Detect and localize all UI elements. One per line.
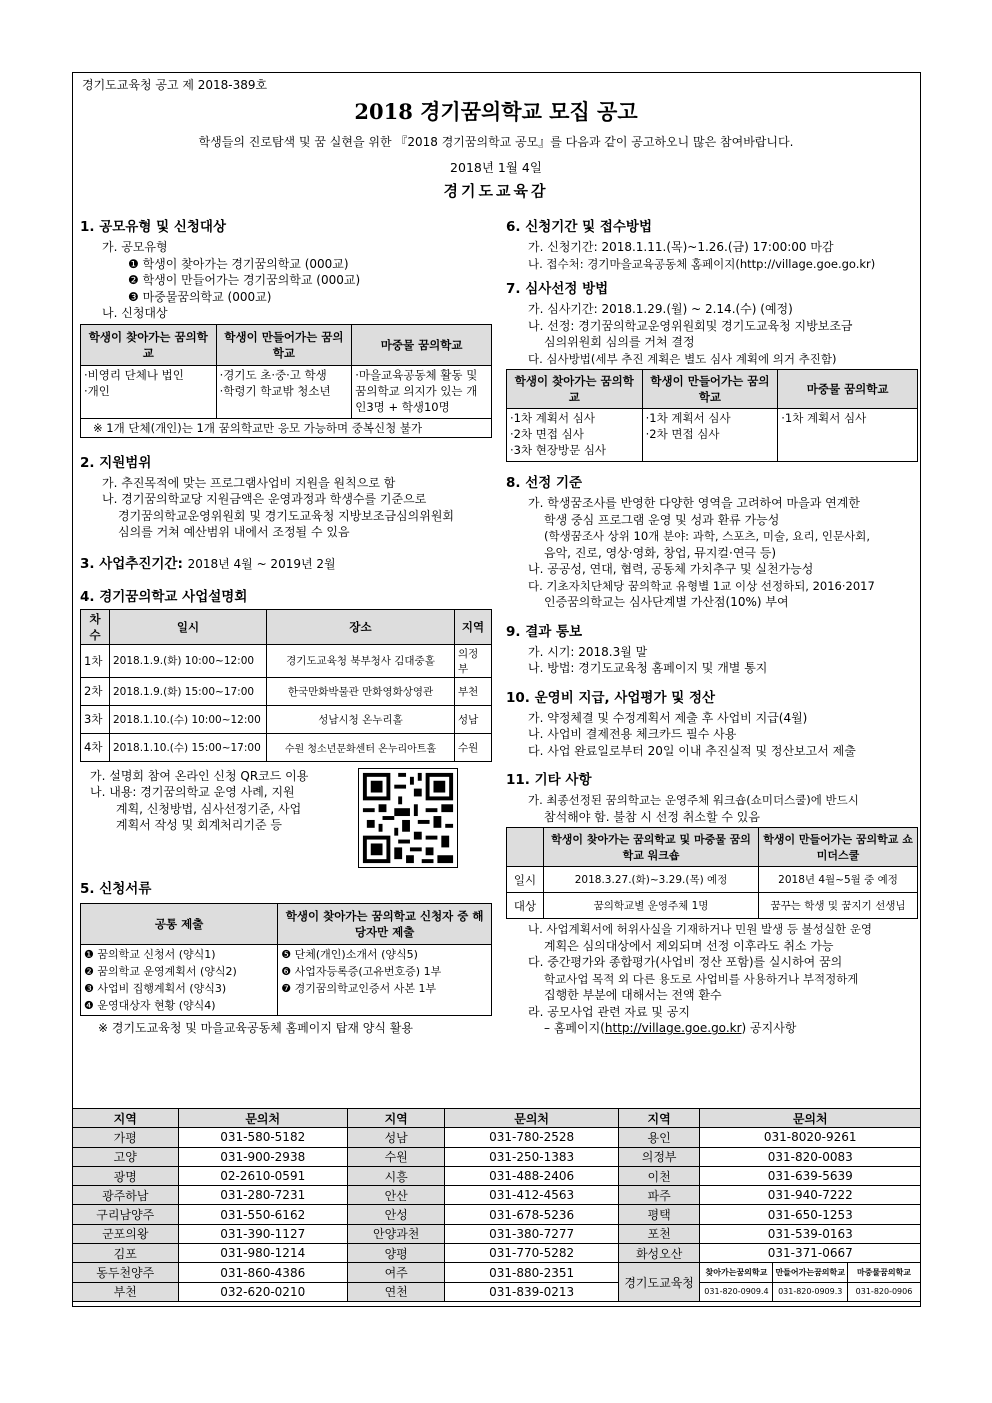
s9-line-1: 가. 시기: 2018.3월 말: [528, 644, 648, 659]
workshop-table: [506, 827, 918, 919]
contact-phone: 031-940-7222: [700, 1186, 921, 1205]
section-5-heading: 5. 신청서류: [80, 880, 152, 897]
qr-area: [80, 768, 492, 880]
s4-b-1: 나. 내용: 경기꿈의학교 운영 사례, 지원: [90, 785, 295, 799]
section-3-heading: 3. 사업추진기간:: [80, 555, 183, 572]
s1-b: 나. 신청대상: [102, 306, 168, 320]
table-row: [81, 644, 492, 677]
office-phone: 031-820-0909.4: [700, 1282, 773, 1301]
contact-phone: 031-839-0213: [445, 1282, 618, 1301]
briefing-time: 2018.1.9.(화) 10:00~12:00: [110, 644, 267, 677]
notice-date: 2018년 1월 4일: [450, 160, 542, 175]
briefing-time: 2018.1.10.(수) 10:00~12:00: [110, 705, 267, 733]
homepage-link[interactable]: http://village.goe.go.kr: [604, 1021, 742, 1035]
contact-office: 경기도교육청: [618, 1263, 700, 1302]
contact-region: 용인: [618, 1128, 700, 1147]
contact-phone: 031-780-2528: [445, 1128, 618, 1147]
review-table: [506, 369, 918, 462]
contact-phone: 031-639-5639: [700, 1166, 921, 1185]
s10-line-1: 가. 약정체결 및 수정계획서 제출 후 사업비 지급(4월): [528, 710, 808, 725]
review-td-1: ·1차 계획서 심사 ·2차 면접 심사 ·3차 현장방문 심사: [507, 409, 643, 462]
office-phone: 031-820-0909.3: [773, 1282, 848, 1301]
contact-phone: 02-2610-0591: [178, 1166, 347, 1185]
contact-phone: 031-580-5182: [178, 1128, 347, 1147]
target-table: [80, 324, 492, 438]
table-row: [73, 1186, 921, 1205]
docs-common: [81, 944, 278, 1015]
workshop-th-1: 학생이 찾아가는 꿈의학교 및 마중물 꿈의학교 워크숍: [544, 828, 759, 867]
contact-phone: 031-390-1127: [178, 1224, 347, 1243]
briefing-th-round: 차수: [81, 609, 110, 644]
s11-b-2: 계획은 심의대상에서 제외되며 선정 이후라도 취소 가능: [544, 938, 834, 953]
contact-phone: 031-980-1214: [178, 1244, 347, 1263]
briefing-region: 부천: [455, 677, 492, 705]
review-th-3: 마중물 꿈의학교: [778, 370, 918, 409]
briefing-th-place: 장소: [267, 609, 455, 644]
contact-region: 안산: [347, 1186, 445, 1205]
contact-phone: 031-539-0163: [700, 1224, 921, 1243]
contact-region: 평택: [618, 1205, 700, 1224]
s11-b-1: 나. 사업계획서에 허위사실을 기재하거나 민원 발생 등 불성실한 운영: [528, 922, 872, 936]
s8-line-2: 학생 중심 프로그램 운영 및 성과 환류 가능성: [544, 512, 780, 527]
table-row: [73, 1282, 921, 1301]
s11-a-2: 참석해야 함. 불참 시 선정 취소할 수 있음: [544, 809, 760, 824]
s8-line-4: 음악, 진로, 영상·영화, 창업, 뮤지컬·연극 등): [544, 545, 777, 560]
briefing-round: 1차: [81, 644, 110, 677]
target-th-1: 학생이 찾아가는 꿈의학교: [81, 324, 217, 365]
office-type: 찾아가는꿈의학교: [700, 1263, 773, 1282]
workshop-label: 일시: [507, 867, 544, 893]
notice-number: 경기도교육청 공고 제 2018-389호: [82, 78, 268, 92]
contact-phone: 031-678-5236: [445, 1205, 618, 1224]
workshop-cell: 꿈꾸는 학생 및 꿈지기 선생님: [759, 893, 918, 919]
s4-b-2: 계획, 신청방법, 심사선정기준, 사업: [116, 801, 302, 816]
s7-line-3: 심의위원회 심의를 거쳐 결정: [544, 335, 695, 349]
contact-region: 가평: [73, 1128, 179, 1147]
contact-th-region: 지역: [73, 1109, 179, 1128]
right-column: [506, 218, 918, 1037]
s10-line-3: 다. 사업 완료일로부터 20일 이내 추진실적 및 정산보고서 제출: [528, 743, 856, 758]
doc-item: ❷ 꿈의학교 운영계획서 (양식2): [84, 964, 237, 978]
workshop-cell: 2018.3.27.(화)~3.29.(목) 예정: [544, 867, 759, 893]
contact-phone: 031-8020-9261: [700, 1128, 921, 1147]
workshop-th-2: 학생이 만들어가는 꿈의학교 쇼미더스쿨: [759, 828, 918, 867]
docs-th-extra: 학생이 찾아가는 꿈의학교 신청자 중 해당자만 제출: [278, 903, 492, 944]
briefing-place: 성남시청 온누리홀: [267, 705, 455, 733]
contact-phone: 031-488-2406: [445, 1166, 618, 1185]
contact-region: 안양과천: [347, 1224, 445, 1243]
contact-table: [72, 1108, 921, 1302]
contact-phone: 031-900-2938: [178, 1147, 347, 1166]
contact-region: 광명: [73, 1166, 179, 1185]
homepage-prefix: – 홈페이지(: [544, 1021, 605, 1035]
table-row: [507, 893, 918, 919]
contact-phone: 031-770-5282: [445, 1244, 618, 1263]
doc-item: ❻ 사업자등록증(고유번호증) 1부: [281, 964, 442, 978]
contact-th-phone: 문의처: [445, 1109, 618, 1128]
contact-phone: 031-371-0667: [700, 1244, 921, 1263]
s4-b-3: 계획서 작성 및 회계처리기준 등: [116, 818, 282, 832]
contact-phone: 031-820-0083: [700, 1147, 921, 1166]
contact-th-phone: 문의처: [178, 1109, 347, 1128]
section-11-heading: 11. 기타 사항: [506, 772, 592, 788]
contact-phone: 031-250-1383: [445, 1147, 618, 1166]
target-td-3: ·마을교육공동체 활동 및 꿈의학교 의지가 있는 개인3명 + 학생10명: [352, 365, 492, 418]
contact-region: 양평: [347, 1244, 445, 1263]
contact-phone: 031-280-7231: [178, 1186, 347, 1205]
s1-type-3: ❸ 마중물꿈의학교 (000교): [128, 289, 272, 304]
s8-line-5: 나. 공공성, 연대, 협력, 공동체 가치추구 및 실천가능성: [528, 562, 814, 576]
briefing-round: 3차: [81, 705, 110, 733]
briefing-time: 2018.1.10.(수) 15:00~17:00: [110, 733, 267, 761]
section-7-heading: 7. 심사선정 방법: [506, 281, 609, 297]
workshop-cell: 꿈의학교별 운영주체 1명: [544, 893, 759, 919]
table-row: [507, 867, 918, 893]
contact-region: 김포: [73, 1244, 179, 1263]
briefing-place: 경기도교육청 북부청사 김대중홀: [267, 644, 455, 677]
briefing-th-time: 일시: [110, 609, 267, 644]
table-row: [81, 733, 492, 761]
section-8-heading: 8. 선정 기준: [506, 475, 583, 491]
contact-region: 광주하남: [73, 1186, 179, 1205]
s6-line-1: 가. 신청기간: 2018.1.11.(목)~1.26.(금) 17:00:00 마감: [528, 240, 834, 254]
page-title: 2018 경기꿈의학교 모집 공고: [354, 99, 638, 124]
doc-item: ❹ 운영대상자 현황 (양식4): [84, 998, 216, 1012]
contact-phone: 031-412-4563: [445, 1186, 618, 1205]
section-2-heading: 2. 지원범위: [80, 454, 152, 471]
table-row: [73, 1263, 921, 1282]
table-row: [81, 677, 492, 705]
office-type: 마중물꿈의학교: [848, 1263, 921, 1282]
section-1-heading: 1. 공모유형 및 신청대상: [80, 219, 226, 235]
doc-item: ❸ 사업비 집행계획서 (양식3): [84, 981, 227, 995]
doc-item: ❺ 단체(개인)소개서 (양식5): [281, 947, 418, 961]
contact-region: 연천: [347, 1282, 445, 1301]
contact-th-region: 지역: [347, 1109, 445, 1128]
table-row: [73, 1244, 921, 1263]
contact-region: 포천: [618, 1224, 700, 1243]
section-4-heading: 4. 경기꿈의학교 사업설명회: [80, 588, 248, 605]
s11-b-3: 다. 중간평가와 종합평가(사업비 정산 포함)를 실시하여 꿈의: [528, 955, 843, 969]
s11-b-5: 집행한 부분에 대해서는 전액 환수: [544, 988, 722, 1002]
contact-phone: 031-380-7277: [445, 1224, 618, 1243]
contact-region: 동두천양주: [73, 1263, 179, 1282]
homepage-suffix: ) 공지사항: [741, 1021, 797, 1035]
section-9-heading: 9. 결과 통보: [506, 623, 583, 640]
s1-a: 가. 공모유형: [102, 240, 168, 254]
office-type: 만들어가는꿈의학교: [773, 1263, 848, 1282]
table-row: [73, 1147, 921, 1166]
s8-line-3: (학생꿈조사 상위 10개 분야: 과학, 스포츠, 미술, 요리, 인문사회,: [544, 529, 871, 543]
contact-phone: 032-620-0210: [178, 1282, 347, 1301]
left-column: [80, 218, 492, 1036]
doc-item: ❼ 경기꿈의학교인증서 사본 1부: [281, 981, 437, 995]
briefing-time: 2018.1.9.(화) 15:00~17:00: [110, 677, 267, 705]
documents-table: [80, 903, 492, 1016]
contact-region: 시흥: [347, 1166, 445, 1185]
table-row: [73, 1224, 921, 1243]
contact-region: 안성: [347, 1205, 445, 1224]
contact-th-phone: 문의처: [700, 1109, 921, 1128]
contact-phone: 031-650-1253: [700, 1205, 921, 1224]
contact-region: 파주: [618, 1186, 700, 1205]
qr-code-icon[interactable]: [358, 768, 458, 868]
s8-line-7: 인증꿈의학교는 심사단계별 가산점(10%) 부여: [544, 595, 789, 609]
contact-region: 부천: [73, 1282, 179, 1301]
s8-line-1: 가. 학생꿈조사를 반영한 다양한 영역을 고려하여 마을과 연계한: [528, 496, 860, 510]
s3-value: 2018년 4월 ~ 2019년 2월: [187, 556, 336, 571]
target-td-1: ·비영리 단체나 법인 ·개인: [81, 365, 217, 418]
s6-line-2: 나. 접수처: 경기마을교육공동체 홈페이지(http://village.goe.go.kr): [528, 256, 876, 271]
office-phone: 031-820-0906: [848, 1282, 921, 1301]
target-th-3: 마중물 꿈의학교: [352, 324, 492, 365]
contact-region: 이천: [618, 1166, 700, 1185]
section-3: [80, 555, 492, 574]
s7-line-4: 다. 심사방법(세부 추진 계획은 별도 심사 계획에 의거 추진함): [528, 351, 837, 366]
review-td-3: ·1차 계획서 심사: [778, 409, 918, 462]
s7-line-1: 가. 심사기간: 2018.1.29.(월) ~ 2.14.(수) (예정): [528, 302, 793, 316]
intro-text: 학생들의 진로탐색 및 꿈 실현을 위한 『2018 경기꿈의학교 공모』를 다음과 같이 공고하오니 많은 참여바랍니다.: [198, 135, 794, 149]
workshop-cell: 2018년 4월~5월 중 예정: [759, 867, 918, 893]
review-td-2: ·1차 계획서 심사 ·2차 면접 심사: [642, 409, 778, 462]
contact-region: 화성오산: [618, 1244, 700, 1263]
s7-line-2: 나. 선정: 경기꿈의학교운영위원회및 경기도교육청 지방보조금: [528, 318, 853, 333]
section-10-heading: 10. 운영비 지급, 사업평가 및 정산: [506, 689, 716, 706]
target-th-2: 학생이 만들어가는 꿈의학교: [216, 324, 352, 365]
s1-type-1: ❶ 학생이 찾아가는 경기꿈의학교 (000교): [128, 256, 349, 271]
table-row: [73, 1166, 921, 1185]
s2-line-3: 경기꿈의학교운영위원회 및 경기도교육청 지방보조금심의위원회: [118, 508, 455, 523]
contact-region: 고양: [73, 1147, 179, 1166]
briefing-region: 의정부: [455, 644, 492, 677]
docs-th-common: 공통 제출: [81, 903, 278, 944]
s9-line-2: 나. 방법: 경기도교육청 홈페이지 및 개별 통지: [528, 661, 768, 675]
briefing-region: 수원: [455, 733, 492, 761]
target-td-2: ·경기도 초·중·고 학생 ·학령기 학교밖 청소년: [216, 365, 352, 418]
contact-phone: 031-880-2351: [445, 1263, 618, 1282]
s11-homepage: [506, 1020, 918, 1037]
contact-region: 성남: [347, 1128, 445, 1147]
s8-line-6: 다. 기초자치단체당 꿈의학교 유형별 1교 이상 선정하되, 2016·2017: [528, 578, 875, 593]
s11-a-1: 가. 최종선정된 꿈의학교는 운영주체 워크숍(쇼미더스쿨)에 반드시: [528, 793, 859, 807]
contact-region: 여주: [347, 1263, 445, 1282]
briefing-round: 4차: [81, 733, 110, 761]
review-th-2: 학생이 만들어가는 꿈의학교: [642, 370, 778, 409]
s10-line-2: 나. 사업비 결제전용 체크카드 필수 사용: [528, 727, 737, 741]
contact-region: 구리남양주: [73, 1205, 179, 1224]
s11-b-4: 학교사업 목적 외 다른 용도로 사업비를 사용하거나 부적정하게: [544, 971, 859, 986]
contact-region: 군포의왕: [73, 1224, 179, 1243]
issuer: 경기도교육감: [443, 182, 549, 200]
s1-type-2: ❷ 학생이 만들어가는 경기꿈의학교 (000교): [128, 273, 361, 287]
briefing-region: 성남: [455, 705, 492, 733]
briefing-place: 수원 청소년문화센터 온누리아트홀: [267, 733, 455, 761]
s2-line-1: 가. 추진목적에 맞는 프로그램사업비 지원을 원칙으로 함: [102, 475, 396, 490]
s2-line-4: 심의를 거쳐 예산범위 내에서 조정될 수 있음: [118, 525, 350, 539]
table-row: [73, 1128, 921, 1147]
review-th-1: 학생이 찾아가는 꿈의학교: [507, 370, 643, 409]
briefing-th-region: 지역: [455, 609, 492, 644]
s11-b-6: 라. 공모사업 관련 자료 및 공지: [528, 1004, 690, 1019]
contact-region: 수원: [347, 1147, 445, 1166]
s4-a: 가. 설명회 참여 온라인 신청 QR코드 이용: [90, 768, 309, 783]
workshop-corner: [507, 828, 544, 867]
briefing-table: [80, 609, 492, 762]
contact-phone: 031-550-6162: [178, 1205, 347, 1224]
contact-th-region: 지역: [618, 1109, 700, 1128]
contact-region: 의정부: [618, 1147, 700, 1166]
s1-note: ※ 1개 단체(개인)는 1개 꿈의학교만 응모 가능하며 중복신청 불가: [81, 418, 492, 437]
docs-extra: [278, 944, 492, 1015]
s2-line-2: 나. 경기꿈의학교당 지원금액은 운영과정과 학생수를 기준으로: [102, 492, 427, 506]
s5-note: ※ 경기도교육청 및 마을교육공동체 홈페이지 탑재 양식 활용: [98, 1020, 413, 1035]
contact-phone: 031-860-4386: [178, 1263, 347, 1282]
doc-item: ❶ 꿈의학교 신청서 (양식1): [84, 947, 216, 961]
briefing-place: 한국만화박물관 만화영화상영관: [267, 677, 455, 705]
table-row: [73, 1205, 921, 1224]
briefing-round: 2차: [81, 677, 110, 705]
section-6-heading: 6. 신청기간 및 접수방법: [506, 219, 652, 235]
table-row: [81, 705, 492, 733]
workshop-label: 대상: [507, 893, 544, 919]
